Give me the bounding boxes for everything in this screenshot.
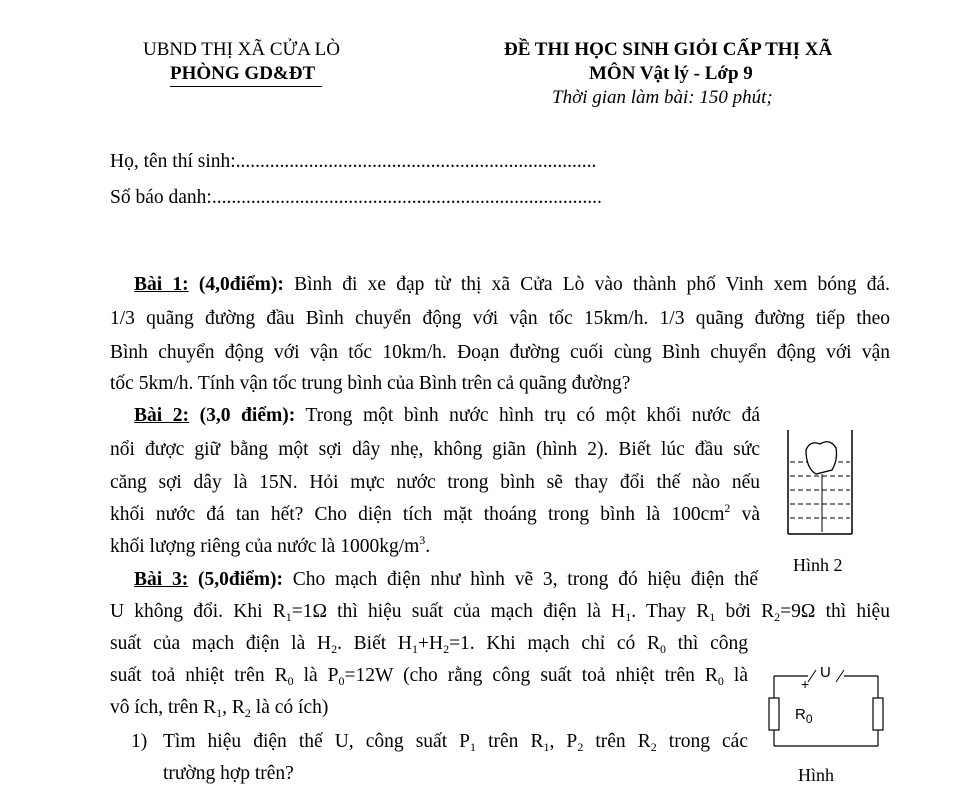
- t: là P: [293, 665, 339, 686]
- bai3-q1-line1: [163, 730, 748, 754]
- t: 1: [543, 740, 550, 754]
- bai1-label: Bài 1:: [134, 274, 189, 295]
- bai2-sup4: 2: [724, 501, 731, 515]
- t: 1: [411, 642, 418, 656]
- candidate-name-label: Họ, tên thí sinh:: [110, 151, 236, 172]
- t: là có ích): [250, 697, 329, 718]
- t: 1: [216, 706, 223, 720]
- t: =1Ω thì hiệu suất của mạch điện là H: [291, 601, 626, 622]
- figure-2-caption: Hình 2: [793, 555, 843, 575]
- exam-duration: Thời gian làm bài: 150 phút;: [552, 87, 773, 108]
- t: 1: [285, 610, 292, 624]
- candidate-name-dots: ..........................................................................: [235, 151, 597, 172]
- bai2-sup5: 3: [419, 533, 426, 547]
- t: 2: [244, 706, 251, 720]
- t: , R: [222, 697, 245, 718]
- t: 0: [660, 642, 667, 656]
- t: 2: [774, 610, 781, 624]
- t: =12W (cho rằng công suất toả nhiệt trên R: [344, 665, 718, 686]
- t: =9Ω thì hiệu: [780, 601, 890, 622]
- department-name: PHÒNG GD&ĐT: [170, 63, 316, 84]
- t: Tìm hiệu điện thế U, công suất P: [163, 731, 471, 752]
- bai2-points: (3,0 điểm):: [189, 405, 296, 426]
- bai2-line1: [134, 404, 760, 428]
- bai2-text5a: khối lượng riêng của nước là 1000kg/m: [110, 536, 420, 557]
- bai3-q1-number: 1): [131, 731, 148, 752]
- bai3-label: Bài 3:: [134, 569, 189, 590]
- bai3-line1: [134, 568, 758, 592]
- candidate-id-label: Số báo danh:: [110, 187, 212, 208]
- bai2-text1: Trong một bình nước hình trụ có một khối nước đá: [295, 405, 760, 426]
- t: , P: [549, 731, 578, 752]
- bai3-line4: [110, 664, 748, 688]
- bai3-line3: [110, 632, 748, 656]
- candidate-id-line: [110, 186, 890, 210]
- bai3-line2: [110, 600, 890, 624]
- bai2-line4: [110, 503, 760, 527]
- t: thì công: [666, 633, 748, 654]
- t: =1. Khi mạch chỉ có R: [449, 633, 661, 654]
- candidate-id-dots: ................................................................................: [211, 187, 602, 208]
- t: bởi R: [715, 601, 775, 622]
- authority-name: UBND THỊ XÃ CỬA LÒ: [143, 39, 341, 60]
- figure-3-caption: Hình: [798, 765, 834, 785]
- t: U không đổi. Khi R: [110, 601, 286, 622]
- bai1-line2: 1/3 quãng đường đầu Bình chuyển động với vận tốc 15km/h. 1/3 quãng đường tiếp theo: [110, 308, 890, 329]
- t: . Biết H: [337, 633, 412, 654]
- t: . Thay R: [631, 601, 710, 622]
- bai2-text4a: khối nước đá tan hết? Cho diện tích mặt thoáng trong bình là 100cm: [110, 504, 725, 525]
- bai2-line5: [110, 535, 890, 559]
- t: suất toả nhiệt trên R: [110, 665, 288, 686]
- bai1-points: (4,0điểm):: [188, 274, 284, 295]
- bai2-label: Bài 2:: [134, 405, 190, 426]
- t: 1: [470, 740, 477, 754]
- t: suất của mạch điện là H: [110, 633, 332, 654]
- t: 1: [709, 610, 716, 624]
- bai2-line2: nổi được giữ bằng một sợi dây nhẹ, không giãn (hình 2). Biết lúc đầu sức: [110, 439, 760, 460]
- bai2-text5b: .: [425, 536, 431, 557]
- bai2-text4b: và: [730, 504, 760, 525]
- bai2-line3: căng sợi dây là 15N. Hỏi mực nước trong bình sẽ thay đổi thế nào nếu: [110, 472, 760, 493]
- t: 0: [287, 674, 294, 688]
- exam-title: ĐỀ THI HỌC SINH GIỎI CẤP THỊ XÃ: [504, 39, 833, 60]
- t: 0: [717, 674, 724, 688]
- bai3-points: (5,0điểm):: [188, 569, 283, 590]
- circuit-u-label: U: [820, 664, 831, 681]
- figure-2-cylinder: [786, 430, 856, 540]
- t: 0: [338, 674, 345, 688]
- t: 2: [331, 642, 338, 656]
- bai3-text1: Cho mạch điện như hình vẽ 3, trong đó hiệu điện thế: [283, 569, 758, 590]
- department-underline: [170, 86, 322, 87]
- t: vô ích, trên R: [110, 697, 217, 718]
- t: trên R: [476, 731, 544, 752]
- t: trong các: [656, 731, 748, 752]
- bai3-q1-line2: trường hợp trên?: [163, 763, 294, 784]
- circuit-plus-label: +: [801, 676, 810, 692]
- t: trên R: [583, 731, 651, 752]
- bai1-line4: tốc 5km/h. Tính vận tốc trung bình của Bình trên cả quãng đường?: [110, 373, 631, 394]
- t: 1: [625, 610, 632, 624]
- bai1-text1: Bình đi xe đạp từ thị xã Cửa Lò vào thành phố Vinh xem bóng đá.: [283, 274, 890, 295]
- t: +H: [417, 633, 444, 654]
- candidate-name-line: [110, 150, 890, 174]
- t: là: [723, 665, 748, 686]
- t: 0: [805, 712, 813, 726]
- t: 2: [443, 642, 450, 656]
- bai1-line3: Bình chuyển động với vận tốc 10km/h. Đoạn đường cuối cùng Bình chuyển động với vận: [110, 342, 890, 363]
- t: 2: [650, 740, 657, 754]
- circuit-r0-label: [795, 706, 813, 726]
- exam-subject: MÔN Vật lý - Lớp 9: [589, 63, 753, 84]
- bai1-line1: [134, 273, 890, 297]
- t: 2: [577, 740, 584, 754]
- t: R: [795, 706, 806, 723]
